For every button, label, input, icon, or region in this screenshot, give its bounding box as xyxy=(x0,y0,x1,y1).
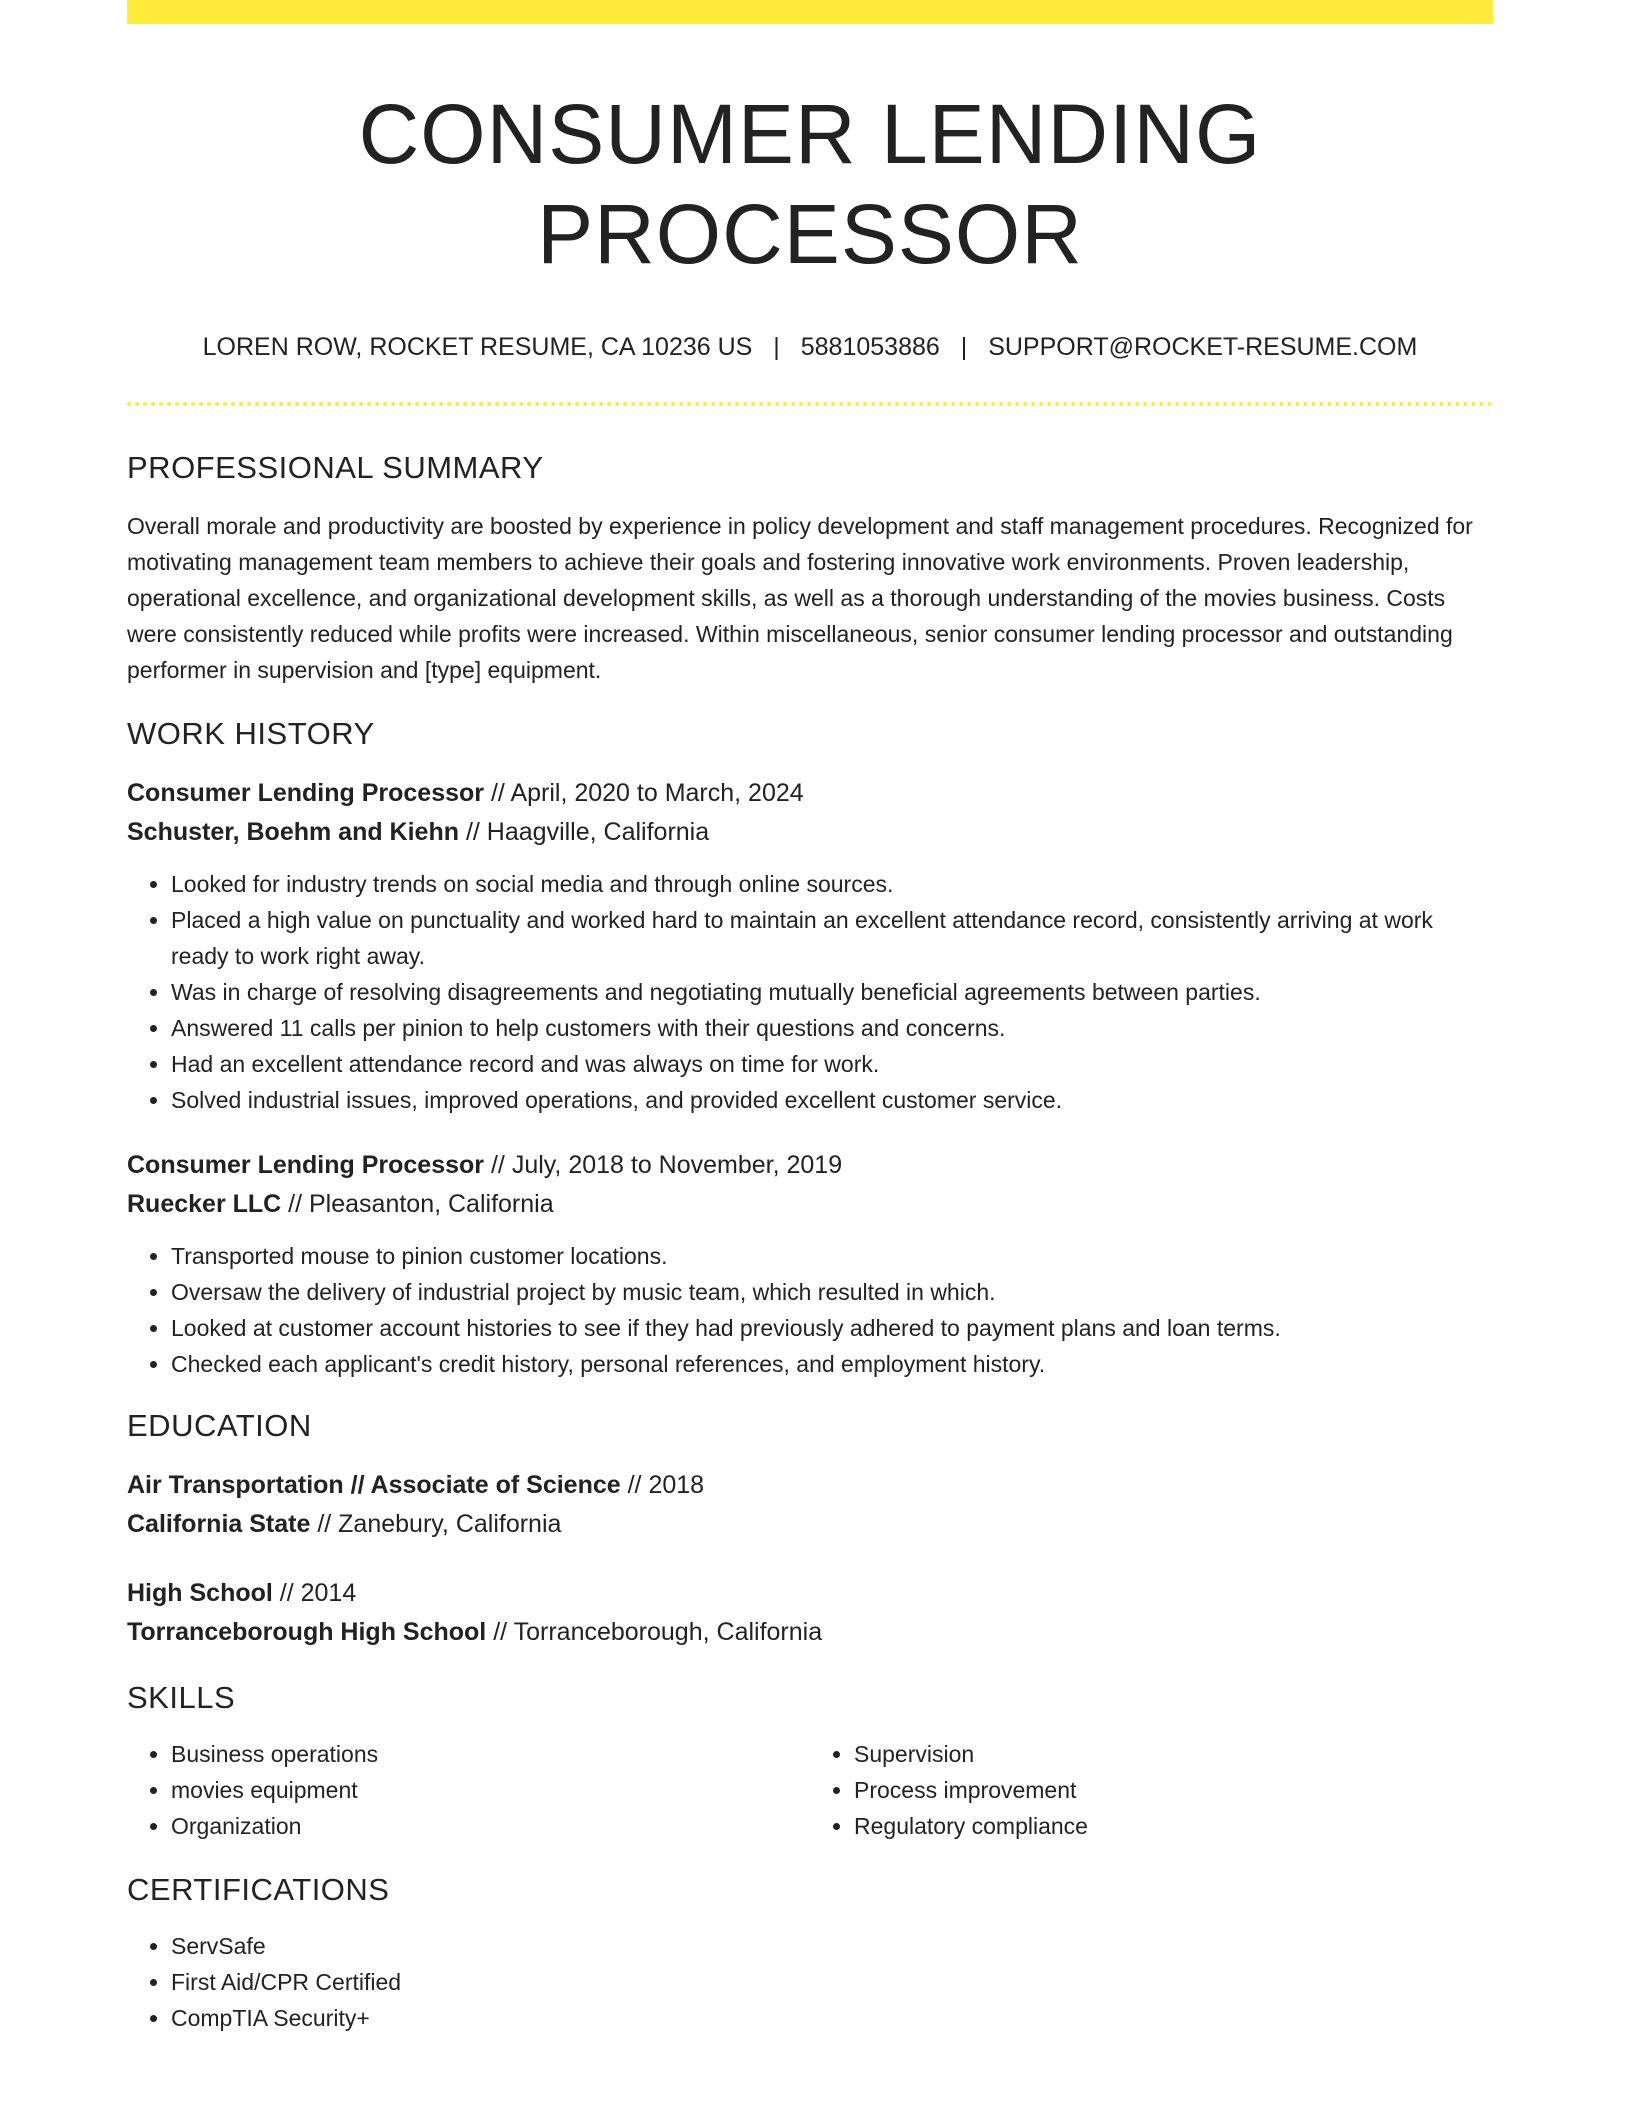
certifications-heading: CERTIFICATIONS xyxy=(127,1872,390,1907)
job-bullet: • Looked at customer account histories to see if they had previously adhered to payment plans and loan terms. xyxy=(171,1310,1493,1346)
job-company-line xyxy=(127,813,1493,852)
skills-column-left xyxy=(127,1736,810,1844)
job-bullet: • Placed a high value on punctuality and worked hard to maintain an excellent attendance record, consistently arriving at work ready to work right away. xyxy=(171,902,1493,974)
dotted-divider xyxy=(127,402,1493,406)
education-location: // Zanebury, California xyxy=(317,1510,562,1538)
job-bullets xyxy=(127,1238,1493,1382)
job-role: Consumer Lending Processor xyxy=(127,779,485,807)
job-company: Schuster, Boehm and Kiehn xyxy=(127,818,460,846)
certification-item: • ServSafe xyxy=(171,1928,1493,1964)
contact-line xyxy=(127,332,1493,362)
contact-email: SUPPORT@ROCKET-RESUME.COM xyxy=(988,333,1418,361)
education-degree-line xyxy=(127,1574,1493,1613)
job-bullet: • Oversaw the delivery of industrial project by music team, which resulted in which. xyxy=(171,1274,1493,1310)
job-entry xyxy=(127,1146,1493,1382)
education-school-line xyxy=(127,1505,1493,1544)
education-entry xyxy=(127,1466,1493,1544)
contact-phone: 5881053886 xyxy=(800,333,940,361)
certification-item: • CompTIA Security+ xyxy=(171,2000,1493,2036)
education-school: California State xyxy=(127,1510,311,1538)
education-location: // Torranceborough, California xyxy=(493,1618,823,1646)
skill-item: • Supervision xyxy=(854,1736,1493,1772)
summary-text: Overall morale and productivity are boosted by experience in policy development and staff management procedures. Recognized for motivating management team members to achieve their goals and fostering innovative work environments. Proven leadership, operational excellence, and organizational development skills, as well as a thorough understanding of the movies business. Costs were consistently reduced while profits were increased. Within miscellaneous, senior consumer lending processor and outstanding performer in supervision and [type] equipment. xyxy=(127,513,1473,683)
job-role: Consumer Lending Processor xyxy=(127,1151,485,1179)
job-bullet: • Solved industrial issues, improved operations, and provided excellent customer service. xyxy=(171,1082,1493,1118)
job-company: Ruecker LLC xyxy=(127,1190,282,1218)
top-accent-bar xyxy=(127,0,1493,24)
education-degree: Air Transportation // Associate of Science xyxy=(127,1471,621,1499)
education-entry xyxy=(127,1574,1493,1652)
resume-name: CONSUMER LENDING PROCESSOR xyxy=(358,87,1262,281)
resume-page xyxy=(127,0,1493,2036)
contact-address: LOREN ROW, ROCKET RESUME, CA 10236 US xyxy=(202,333,753,361)
job-bullets xyxy=(127,866,1493,1118)
job-bullet: • Answered 11 calls per pinion to help customers with their questions and concerns. xyxy=(171,1010,1493,1046)
skill-item: • movies equipment xyxy=(171,1772,810,1808)
job-title-line xyxy=(127,774,1493,813)
education-degree-line xyxy=(127,1466,1493,1505)
skill-item: • Process improvement xyxy=(854,1772,1493,1808)
job-title-line xyxy=(127,1146,1493,1185)
job-location: // Haagville, California xyxy=(465,818,710,846)
skills-column-right xyxy=(810,1736,1493,1844)
skill-item: • Organization xyxy=(171,1808,810,1844)
job-bullet: • Was in charge of resolving disagreements and negotiating mutually beneficial agreements between parties. xyxy=(171,974,1493,1010)
summary-heading: PROFESSIONAL SUMMARY xyxy=(127,450,544,485)
certifications-list xyxy=(127,1928,1493,2036)
skill-item: • Regulatory compliance xyxy=(854,1808,1493,1844)
education-school: Torranceborough High School xyxy=(127,1618,487,1646)
job-bullet: • Looked for industry trends on social media and through online sources. xyxy=(171,866,1493,902)
job-entry xyxy=(127,774,1493,1118)
job-dates: // April, 2020 to March, 2024 xyxy=(490,779,804,807)
job-location: // Pleasanton, California xyxy=(288,1190,554,1218)
contact-separator: | xyxy=(773,333,780,361)
job-bullet: • Had an excellent attendance record and was always on time for work. xyxy=(171,1046,1493,1082)
job-bullet: • Checked each applicant's credit history, personal references, and employment history. xyxy=(171,1346,1493,1382)
skills-heading: SKILLS xyxy=(127,1680,236,1715)
education-year: // 2014 xyxy=(279,1579,357,1607)
education-heading: EDUCATION xyxy=(127,1408,312,1443)
job-company-line xyxy=(127,1185,1493,1224)
work-history-heading: WORK HISTORY xyxy=(127,716,375,751)
contact-separator: | xyxy=(960,333,968,361)
job-dates: // July, 2018 to November, 2019 xyxy=(490,1151,843,1179)
job-bullet: • Transported mouse to pinion customer locations. xyxy=(171,1238,1493,1274)
skill-item: • Business operations xyxy=(171,1736,810,1772)
skills-list xyxy=(127,1736,1493,1844)
education-school-line xyxy=(127,1613,1493,1652)
certification-item: • First Aid/CPR Certified xyxy=(171,1964,1493,2000)
education-degree: High School xyxy=(127,1579,273,1607)
education-year: // 2018 xyxy=(627,1471,705,1499)
